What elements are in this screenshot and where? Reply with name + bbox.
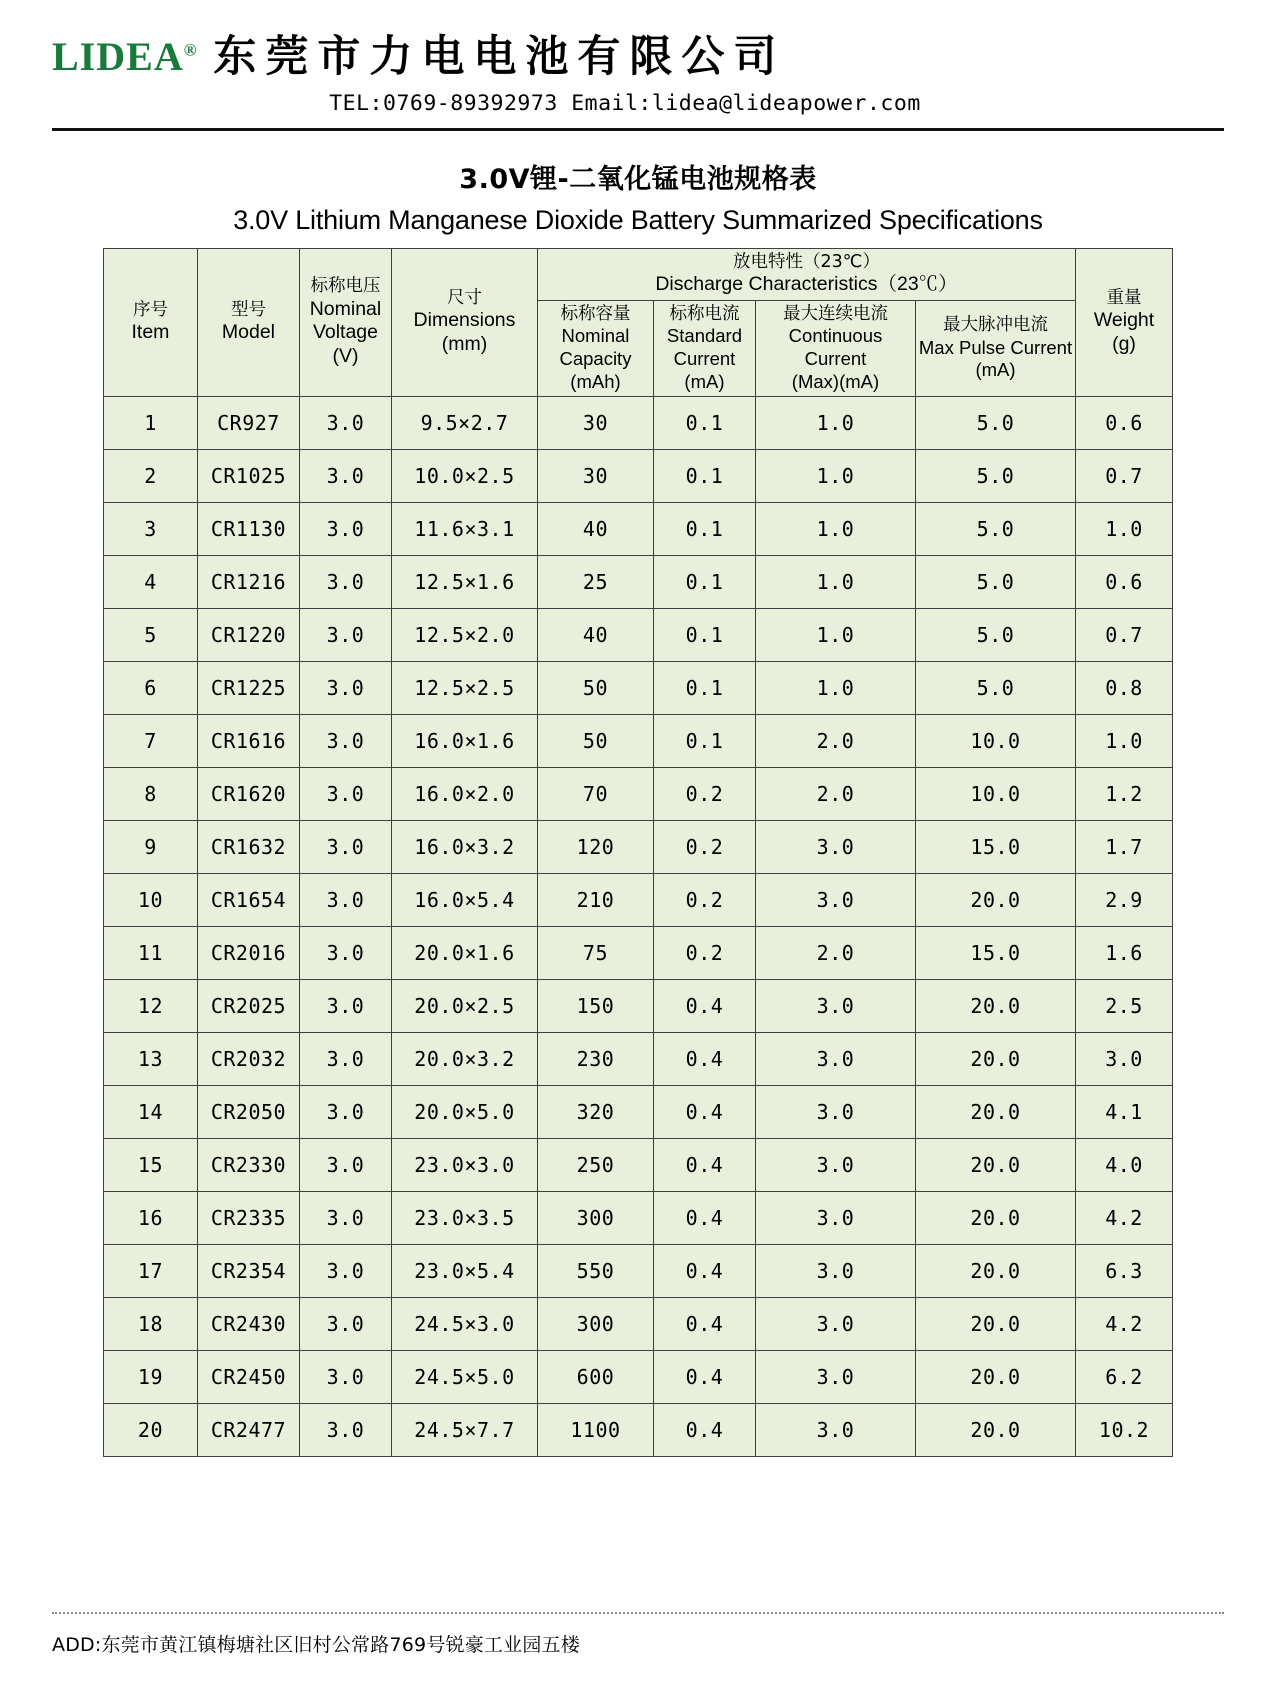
cell-continuous-current: 3.0 — [755, 1351, 915, 1404]
cell-standard-current: 0.4 — [653, 1351, 755, 1404]
cell-standard-current: 0.1 — [653, 556, 755, 609]
cell-capacity: 150 — [537, 980, 653, 1033]
cell-voltage: 3.0 — [299, 715, 391, 768]
cell-standard-current: 0.1 — [653, 662, 755, 715]
cell-model: CR1220 — [197, 609, 299, 662]
cell-weight: 10.2 — [1076, 1404, 1173, 1457]
cell-max-pulse-current: 20.0 — [915, 874, 1075, 927]
table-body — [103, 397, 1172, 1457]
cell-max-pulse-current: 20.0 — [915, 1351, 1075, 1404]
cell-weight: 2.5 — [1076, 980, 1173, 1033]
cell-item: 9 — [103, 821, 197, 874]
table-row — [103, 1033, 1172, 1086]
cell-max-pulse-current: 20.0 — [915, 1192, 1075, 1245]
cell-voltage: 3.0 — [299, 768, 391, 821]
cell-max-pulse-current: 5.0 — [915, 556, 1075, 609]
cell-weight: 1.2 — [1076, 768, 1173, 821]
table-row — [103, 927, 1172, 980]
cell-dimensions: 24.5×7.7 — [391, 1404, 537, 1457]
cell-capacity: 25 — [537, 556, 653, 609]
cell-dimensions: 23.0×3.5 — [391, 1192, 537, 1245]
cell-item: 19 — [103, 1351, 197, 1404]
table-head — [103, 249, 1172, 397]
cell-voltage: 3.0 — [299, 927, 391, 980]
cell-weight: 4.2 — [1076, 1298, 1173, 1351]
cell-voltage: 3.0 — [299, 1351, 391, 1404]
table-row — [103, 1139, 1172, 1192]
cell-model: CR1632 — [197, 821, 299, 874]
cell-model: CR1616 — [197, 715, 299, 768]
cell-continuous-current: 1.0 — [755, 662, 915, 715]
col-header-item: 序号 Item — [103, 249, 197, 397]
cell-standard-current: 0.4 — [653, 1245, 755, 1298]
cell-dimensions: 24.5×3.0 — [391, 1298, 537, 1351]
cell-max-pulse-current: 10.0 — [915, 715, 1075, 768]
cell-continuous-current: 3.0 — [755, 980, 915, 1033]
cell-weight: 1.6 — [1076, 927, 1173, 980]
cell-standard-current: 0.2 — [653, 927, 755, 980]
cell-dimensions: 12.5×2.5 — [391, 662, 537, 715]
cell-weight: 2.9 — [1076, 874, 1173, 927]
cell-dimensions: 20.0×2.5 — [391, 980, 537, 1033]
cell-standard-current: 0.2 — [653, 874, 755, 927]
table-row — [103, 1351, 1172, 1404]
cell-model: CR2032 — [197, 1033, 299, 1086]
cell-voltage: 3.0 — [299, 450, 391, 503]
cell-max-pulse-current: 20.0 — [915, 1404, 1075, 1457]
company-logo — [52, 34, 198, 81]
cell-weight: 3.0 — [1076, 1033, 1173, 1086]
cell-item: 3 — [103, 503, 197, 556]
col-header-nominal-voltage: 标称电压 Nominal Voltage (V) — [299, 249, 391, 397]
cell-continuous-current: 3.0 — [755, 1033, 915, 1086]
cell-dimensions: 20.0×1.6 — [391, 927, 537, 980]
cell-voltage: 3.0 — [299, 980, 391, 1033]
cell-capacity: 30 — [537, 397, 653, 450]
cell-dimensions: 16.0×3.2 — [391, 821, 537, 874]
table-row — [103, 1298, 1172, 1351]
cell-standard-current: 0.1 — [653, 609, 755, 662]
col-header-continuous-current: 最大连续电流 Continuous Current (Max)(mA) — [755, 301, 915, 397]
specifications-table — [103, 248, 1173, 1457]
cell-dimensions: 16.0×5.4 — [391, 874, 537, 927]
cell-dimensions: 12.5×2.0 — [391, 609, 537, 662]
page-footer — [52, 1612, 1224, 1657]
cell-item: 6 — [103, 662, 197, 715]
cell-weight: 6.2 — [1076, 1351, 1173, 1404]
col-header-discharge-characteristics: 放电特性（23℃） Discharge Characteristics（23℃） — [537, 249, 1075, 301]
cell-standard-current: 0.1 — [653, 397, 755, 450]
cell-max-pulse-current: 15.0 — [915, 927, 1075, 980]
table-row — [103, 768, 1172, 821]
cell-capacity: 1100 — [537, 1404, 653, 1457]
cell-standard-current: 0.1 — [653, 715, 755, 768]
table-row — [103, 715, 1172, 768]
cell-voltage: 3.0 — [299, 1033, 391, 1086]
cell-voltage: 3.0 — [299, 662, 391, 715]
company-address: ADD:东莞市黄江镇梅塘社区旧村公常路769号锐豪工业园五楼 — [52, 1634, 580, 1656]
cell-max-pulse-current: 20.0 — [915, 1139, 1075, 1192]
cell-continuous-current: 3.0 — [755, 1192, 915, 1245]
cell-item: 12 — [103, 980, 197, 1033]
page-header — [52, 0, 1224, 131]
cell-dimensions: 23.0×3.0 — [391, 1139, 537, 1192]
cell-voltage: 3.0 — [299, 1404, 391, 1457]
table-row — [103, 1245, 1172, 1298]
cell-item: 8 — [103, 768, 197, 821]
col-header-weight: 重量 Weight (g) — [1076, 249, 1173, 397]
cell-max-pulse-current: 5.0 — [915, 503, 1075, 556]
cell-standard-current: 0.4 — [653, 1033, 755, 1086]
company-name-cn: 东莞市力电电池有限公司 — [213, 32, 786, 82]
cell-standard-current: 0.4 — [653, 1192, 755, 1245]
col-header-nominal-capacity: 标称容量 Nominal Capacity (mAh) — [537, 301, 653, 397]
cell-standard-current: 0.2 — [653, 821, 755, 874]
col-header-model: 型号 Model — [197, 249, 299, 397]
cell-continuous-current: 3.0 — [755, 1086, 915, 1139]
cell-continuous-current: 1.0 — [755, 609, 915, 662]
cell-weight: 6.3 — [1076, 1245, 1173, 1298]
cell-continuous-current: 1.0 — [755, 397, 915, 450]
cell-continuous-current: 3.0 — [755, 821, 915, 874]
cell-model: CR2025 — [197, 980, 299, 1033]
cell-dimensions: 16.0×1.6 — [391, 715, 537, 768]
cell-weight: 0.8 — [1076, 662, 1173, 715]
cell-standard-current: 0.1 — [653, 503, 755, 556]
cell-model: CR2354 — [197, 1245, 299, 1298]
cell-weight: 1.0 — [1076, 715, 1173, 768]
cell-dimensions: 10.0×2.5 — [391, 450, 537, 503]
cell-voltage: 3.0 — [299, 397, 391, 450]
cell-standard-current: 0.4 — [653, 980, 755, 1033]
cell-voltage: 3.0 — [299, 1298, 391, 1351]
cell-model: CR1216 — [197, 556, 299, 609]
cell-model: CR1225 — [197, 662, 299, 715]
cell-standard-current: 0.4 — [653, 1086, 755, 1139]
table-row — [103, 662, 1172, 715]
cell-dimensions: 23.0×5.4 — [391, 1245, 537, 1298]
cell-voltage: 3.0 — [299, 503, 391, 556]
cell-item: 11 — [103, 927, 197, 980]
cell-item: 15 — [103, 1139, 197, 1192]
cell-capacity: 30 — [537, 450, 653, 503]
table-row — [103, 1086, 1172, 1139]
cell-weight: 0.6 — [1076, 397, 1173, 450]
cell-dimensions: 20.0×5.0 — [391, 1086, 537, 1139]
table-row — [103, 874, 1172, 927]
cell-model: CR1130 — [197, 503, 299, 556]
cell-weight: 4.2 — [1076, 1192, 1173, 1245]
cell-model: CR1620 — [197, 768, 299, 821]
cell-standard-current: 0.4 — [653, 1404, 755, 1457]
cell-capacity: 120 — [537, 821, 653, 874]
cell-max-pulse-current: 20.0 — [915, 1033, 1075, 1086]
table-row — [103, 1192, 1172, 1245]
cell-model: CR2050 — [197, 1086, 299, 1139]
table-row — [103, 1404, 1172, 1457]
cell-item: 10 — [103, 874, 197, 927]
cell-voltage: 3.0 — [299, 609, 391, 662]
table-row — [103, 450, 1172, 503]
cell-max-pulse-current: 5.0 — [915, 662, 1075, 715]
cell-continuous-current: 2.0 — [755, 768, 915, 821]
cell-model: CR2477 — [197, 1404, 299, 1457]
col-header-max-pulse-current: 最大脉冲电流 Max Pulse Current (mA) — [915, 301, 1075, 397]
table-row — [103, 503, 1172, 556]
cell-model: CR927 — [197, 397, 299, 450]
cell-dimensions: 16.0×2.0 — [391, 768, 537, 821]
cell-item: 2 — [103, 450, 197, 503]
table-row — [103, 609, 1172, 662]
cell-max-pulse-current: 20.0 — [915, 1086, 1075, 1139]
cell-weight: 0.7 — [1076, 450, 1173, 503]
cell-max-pulse-current: 20.0 — [915, 980, 1075, 1033]
cell-model: CR2330 — [197, 1139, 299, 1192]
cell-item: 20 — [103, 1404, 197, 1457]
table-header-row-1 — [103, 249, 1172, 301]
cell-item: 17 — [103, 1245, 197, 1298]
cell-voltage: 3.0 — [299, 874, 391, 927]
cell-capacity: 50 — [537, 715, 653, 768]
cell-model: CR2335 — [197, 1192, 299, 1245]
cell-model: CR2450 — [197, 1351, 299, 1404]
table-row — [103, 980, 1172, 1033]
cell-capacity: 50 — [537, 662, 653, 715]
cell-continuous-current: 1.0 — [755, 450, 915, 503]
cell-standard-current: 0.4 — [653, 1298, 755, 1351]
table-row — [103, 821, 1172, 874]
cell-capacity: 300 — [537, 1298, 653, 1351]
cell-continuous-current: 3.0 — [755, 1245, 915, 1298]
cell-continuous-current: 3.0 — [755, 1298, 915, 1351]
cell-item: 5 — [103, 609, 197, 662]
cell-weight: 1.7 — [1076, 821, 1173, 874]
cell-standard-current: 0.1 — [653, 450, 755, 503]
cell-continuous-current: 1.0 — [755, 556, 915, 609]
cell-weight: 4.0 — [1076, 1139, 1173, 1192]
cell-max-pulse-current: 5.0 — [915, 450, 1075, 503]
cell-max-pulse-current: 20.0 — [915, 1245, 1075, 1298]
cell-item: 7 — [103, 715, 197, 768]
cell-max-pulse-current: 5.0 — [915, 609, 1075, 662]
cell-item: 14 — [103, 1086, 197, 1139]
cell-capacity: 40 — [537, 503, 653, 556]
cell-item: 13 — [103, 1033, 197, 1086]
cell-voltage: 3.0 — [299, 1139, 391, 1192]
table-row — [103, 397, 1172, 450]
cell-weight: 0.6 — [1076, 556, 1173, 609]
cell-dimensions: 24.5×5.0 — [391, 1351, 537, 1404]
cell-model: CR2430 — [197, 1298, 299, 1351]
logo-text: LIDEA — [52, 34, 184, 79]
cell-voltage: 3.0 — [299, 821, 391, 874]
cell-capacity: 40 — [537, 609, 653, 662]
cell-dimensions: 12.5×1.6 — [391, 556, 537, 609]
cell-capacity: 600 — [537, 1351, 653, 1404]
cell-item: 1 — [103, 397, 197, 450]
cell-capacity: 75 — [537, 927, 653, 980]
cell-model: CR2016 — [197, 927, 299, 980]
brand-row — [52, 32, 1224, 82]
cell-max-pulse-current: 20.0 — [915, 1298, 1075, 1351]
cell-continuous-current: 2.0 — [755, 927, 915, 980]
col-header-dimensions: 尺寸 Dimensions (mm) — [391, 249, 537, 397]
cell-model: CR1025 — [197, 450, 299, 503]
cell-continuous-current: 1.0 — [755, 503, 915, 556]
cell-capacity: 250 — [537, 1139, 653, 1192]
cell-max-pulse-current: 5.0 — [915, 397, 1075, 450]
cell-max-pulse-current: 10.0 — [915, 768, 1075, 821]
header-divider — [52, 128, 1224, 131]
cell-weight: 4.1 — [1076, 1086, 1173, 1139]
cell-capacity: 70 — [537, 768, 653, 821]
col-header-standard-current: 标称电流 Standard Current (mA) — [653, 301, 755, 397]
cell-voltage: 3.0 — [299, 1192, 391, 1245]
contact-line: TEL:0769-89392973 Email:lidea@lideapower.com — [329, 91, 921, 116]
page-title-en: 3.0V Lithium Manganese Dioxide Battery Summarized Specifications — [233, 205, 1043, 235]
cell-continuous-current: 3.0 — [755, 1404, 915, 1457]
cell-capacity: 320 — [537, 1086, 653, 1139]
cell-dimensions: 11.6×3.1 — [391, 503, 537, 556]
cell-dimensions: 20.0×3.2 — [391, 1033, 537, 1086]
cell-capacity: 550 — [537, 1245, 653, 1298]
cell-capacity: 230 — [537, 1033, 653, 1086]
cell-capacity: 210 — [537, 874, 653, 927]
cell-item: 16 — [103, 1192, 197, 1245]
cell-standard-current: 0.4 — [653, 1139, 755, 1192]
cell-continuous-current: 3.0 — [755, 1139, 915, 1192]
cell-dimensions: 9.5×2.7 — [391, 397, 537, 450]
cell-capacity: 300 — [537, 1192, 653, 1245]
cell-standard-current: 0.2 — [653, 768, 755, 821]
cell-voltage: 3.0 — [299, 1086, 391, 1139]
cell-weight: 1.0 — [1076, 503, 1173, 556]
cell-continuous-current: 3.0 — [755, 874, 915, 927]
registered-trademark-icon: ® — [183, 40, 198, 60]
cell-weight: 0.7 — [1076, 609, 1173, 662]
cell-voltage: 3.0 — [299, 556, 391, 609]
cell-max-pulse-current: 15.0 — [915, 821, 1075, 874]
page-title-cn: 3.0V锂-二氧化锰电池规格表 — [459, 164, 817, 195]
footer-divider — [52, 1612, 1224, 1614]
cell-voltage: 3.0 — [299, 1245, 391, 1298]
cell-model: CR1654 — [197, 874, 299, 927]
table-row — [103, 556, 1172, 609]
cell-item: 18 — [103, 1298, 197, 1351]
cell-item: 4 — [103, 556, 197, 609]
cell-continuous-current: 2.0 — [755, 715, 915, 768]
